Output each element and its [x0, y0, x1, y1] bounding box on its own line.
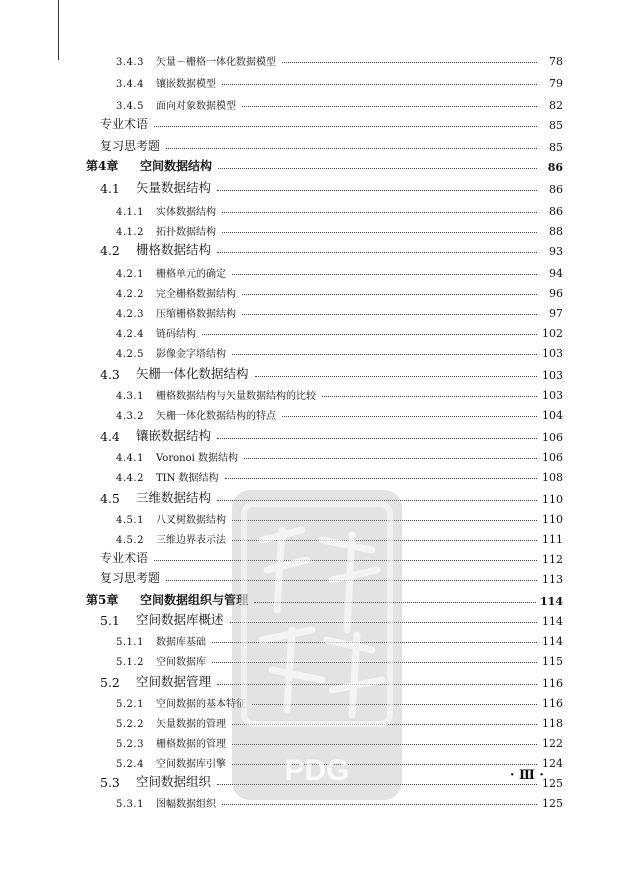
toc-entry-page: 78 [549, 55, 563, 68]
toc-entry-number: 4.5.2 [116, 535, 144, 546]
toc-entry-number: 4.5 [100, 491, 120, 506]
toc-leader-dots [242, 106, 537, 107]
toc-entry-page: 103 [542, 369, 563, 382]
page-edge-rule [58, 0, 59, 60]
toc-entry-number: 第4章 [86, 159, 119, 173]
toc-entry-number: 5.1.1 [116, 637, 144, 648]
toc-entry-page: 103 [542, 347, 563, 360]
toc-entry-page: 118 [542, 717, 563, 730]
toc-leader-dots [232, 354, 537, 355]
toc-entry [116, 218, 563, 238]
toc-leader-dots [222, 212, 537, 213]
toc-entry-title: 拓扑数据结构 [156, 227, 216, 238]
toc-entry [100, 424, 563, 444]
toc-entry-page: 114 [540, 595, 563, 608]
toc-entry-page: 114 [542, 615, 563, 628]
toc-entry-number: 第5章 [86, 593, 119, 607]
toc-leader-dots [222, 804, 537, 805]
toc-entry-page: 116 [542, 697, 563, 710]
toc-entry-number: 4.3 [100, 367, 120, 382]
toc-entry-title: 专业术语 [100, 551, 149, 565]
toc-entry-page: 86 [549, 205, 563, 218]
toc-entry-number: 5.3 [100, 775, 120, 790]
toc-entry-title: 矢量－栅格一体化数据模型 [156, 57, 276, 68]
toc-entry-title: 空间数据库概述 [136, 612, 224, 627]
toc-entry-number: 4.4 [100, 429, 120, 444]
toc-entry-title: 空间数据的基本特征 [156, 699, 246, 710]
toc-entry-page: 85 [549, 141, 563, 154]
toc-entry-number: 5.2.1 [116, 699, 144, 710]
toc-entry-page: 114 [542, 635, 563, 648]
toc-entry [116, 48, 563, 68]
toc-leader-dots [218, 168, 537, 169]
toc-entry-title: 栅格数据的管理 [156, 739, 226, 750]
toc-entry-number: 5.1 [100, 613, 120, 628]
toc-entry-title: 三维数据结构 [136, 490, 212, 505]
toc-entry-number: 5.3.1 [116, 799, 144, 810]
toc-entry-page: 122 [542, 737, 563, 750]
toc-leader-dots [217, 438, 537, 439]
toc-entry [116, 300, 563, 320]
toc-entry [100, 176, 563, 196]
toc-entry-title: 栅格数据结构 [136, 242, 212, 257]
toc-entry-title: 空间数据库引擎 [156, 759, 226, 770]
toc-entry-page: 104 [542, 409, 563, 422]
toc-entry [100, 112, 563, 132]
toc-entry [116, 280, 563, 300]
toc-leader-dots [232, 274, 537, 275]
toc-entry-number: 4.2.3 [116, 309, 144, 320]
toc-entry-number: 4.1.1 [116, 207, 144, 218]
toc-entry [116, 402, 563, 422]
toc-entry-title: 八叉树数据结构 [156, 515, 226, 526]
toc-entry [116, 382, 563, 402]
toc-entry-title: 栅格数据结构与矢量数据结构的比较 [156, 391, 316, 402]
toc-entry-page: 97 [549, 307, 563, 320]
toc-entry-page: 110 [542, 493, 563, 506]
watermark-text: PDG [284, 754, 350, 787]
toc-entry-title: 数据库基础 [156, 637, 206, 648]
toc-entry [116, 260, 563, 280]
toc-entry-page: 125 [542, 797, 563, 810]
toc-entry-number: 4.3.1 [116, 391, 144, 402]
toc-entry-number: 4.2.1 [116, 269, 144, 280]
toc-entry-page: 86 [549, 183, 563, 196]
toc-entry-number: 3.4.4 [116, 79, 144, 90]
toc-leader-dots [242, 314, 537, 315]
toc-entry [116, 320, 563, 340]
toc-entry-number: 4.2.4 [116, 329, 144, 340]
toc-entry-page: 108 [542, 471, 563, 484]
toc-entry-number: 5.2 [100, 675, 120, 690]
toc-entry-number: 5.2.2 [116, 719, 144, 730]
toc-entry-number: 4.4.2 [116, 473, 144, 484]
toc-leader-dots [217, 252, 537, 253]
toc-leader-dots [322, 396, 537, 397]
toc-entry-number: 4.5.1 [116, 515, 144, 526]
toc-entry-number: 4.3.2 [116, 411, 144, 422]
toc-entry-number: 4.1.2 [116, 227, 144, 238]
toc-entry-page: 124 [542, 757, 563, 770]
toc-entry-page: 106 [542, 431, 563, 444]
toc-entry-page: 112 [542, 553, 563, 566]
toc-entry-title: 复习思考题 [100, 571, 161, 585]
toc-entry [86, 154, 563, 174]
toc-entry-title: 链码结构 [156, 329, 196, 340]
toc-entry-number: 5.1.2 [116, 657, 144, 668]
toc-entry-title: 面向对象数据模型 [156, 101, 236, 112]
toc-entry-page: 116 [542, 677, 563, 690]
toc-entry [116, 92, 563, 112]
toc-entry-page: 102 [542, 327, 563, 340]
page-number: · Ⅲ · [510, 768, 544, 783]
toc-entry-title: 压缩栅格数据结构 [156, 309, 236, 320]
toc-leader-dots [222, 84, 537, 85]
toc-entry-title: 镶嵌数据模型 [156, 79, 216, 90]
toc-entry-number: 3.4.5 [116, 101, 144, 112]
toc-entry [100, 362, 563, 382]
toc-leader-dots [225, 478, 537, 479]
toc-entry [116, 70, 563, 90]
library-seal-watermark [232, 490, 402, 800]
toc-entry-title: 专业术语 [100, 117, 149, 131]
toc-entry [100, 238, 563, 258]
toc-entry-page: 86 [547, 161, 563, 174]
toc-entry-page: 96 [549, 287, 563, 300]
toc-leader-dots [222, 232, 537, 233]
toc-entry-title: 影像金字塔结构 [156, 349, 226, 360]
toc-entry-title: 空间数据管理 [136, 674, 212, 689]
toc-entry-page: 111 [542, 533, 563, 546]
toc-entry-title: 空间数据结构 [140, 159, 213, 173]
toc-entry-number: 4.2.5 [116, 349, 144, 360]
toc-entry-title: 空间数据组织 [136, 774, 212, 789]
toc-entry-page: 115 [542, 655, 563, 668]
toc-entry-page: 125 [542, 777, 563, 790]
toc-entry [116, 198, 563, 218]
toc-entry [100, 134, 563, 154]
toc-entry [116, 444, 563, 464]
toc-entry-number: 4.2.2 [116, 289, 144, 300]
toc-entry-title: 复习思考题 [100, 139, 161, 153]
toc-entry-page: 85 [549, 119, 563, 132]
toc-entry-title: 栅格单元的确定 [156, 269, 226, 280]
toc-leader-dots [255, 376, 537, 377]
toc-entry-title: 镶嵌数据结构 [136, 428, 212, 443]
toc-entry-number: 5.2.4 [116, 759, 144, 770]
toc-entry-title: 完全栅格数据结构 [156, 289, 236, 300]
toc-leader-dots [154, 126, 537, 127]
toc-entry-page: 103 [542, 389, 563, 402]
toc-leader-dots [242, 294, 537, 295]
toc-entry-page: 79 [549, 77, 563, 90]
toc-entry-page: 110 [542, 513, 563, 526]
toc-entry-title: 三维边界表示法 [156, 535, 226, 546]
toc-entry [116, 340, 563, 360]
toc-entry-title: 矢栅一体化数据结构的特点 [156, 411, 276, 422]
toc-leader-dots [166, 148, 537, 149]
toc-entry-number: 4.4.1 [116, 453, 144, 464]
toc-entry-title: Voronoi 数据结构 [156, 453, 238, 464]
toc-entry-number: 5.2.3 [116, 739, 144, 750]
toc-entry-title: 实体数据结构 [156, 207, 216, 218]
toc-entry-page: 82 [549, 99, 563, 112]
toc-entry-page: 93 [549, 245, 563, 258]
toc-entry-number: 4.1 [100, 181, 120, 196]
toc-entry-title: 矢量数据结构 [136, 180, 212, 195]
toc-entry-number: 3.4.3 [116, 57, 144, 68]
toc-leader-dots [244, 458, 537, 459]
toc-entry-title: TIN 数据结构 [156, 473, 219, 484]
toc-leader-dots [282, 62, 537, 63]
toc-leader-dots [202, 334, 537, 335]
toc-entry-page: 88 [549, 225, 563, 238]
toc-leader-dots [282, 416, 537, 417]
toc-entry-page: 94 [549, 267, 563, 280]
toc-entry-title: 矢量数据的管理 [156, 719, 226, 730]
toc-entry-title: 矢栅一体化数据结构 [136, 366, 249, 381]
toc-entry [116, 464, 563, 484]
toc-entry-page: 106 [542, 451, 563, 464]
toc-entry-number: 4.2 [100, 243, 120, 258]
toc-entry-title: 图幅数据组织 [156, 799, 216, 810]
toc-leader-dots [217, 190, 537, 191]
toc-entry-title: 空间数据组织与管理 [140, 593, 249, 607]
toc-entry-page: 113 [542, 573, 563, 586]
toc-entry-title: 空间数据库 [156, 657, 206, 668]
